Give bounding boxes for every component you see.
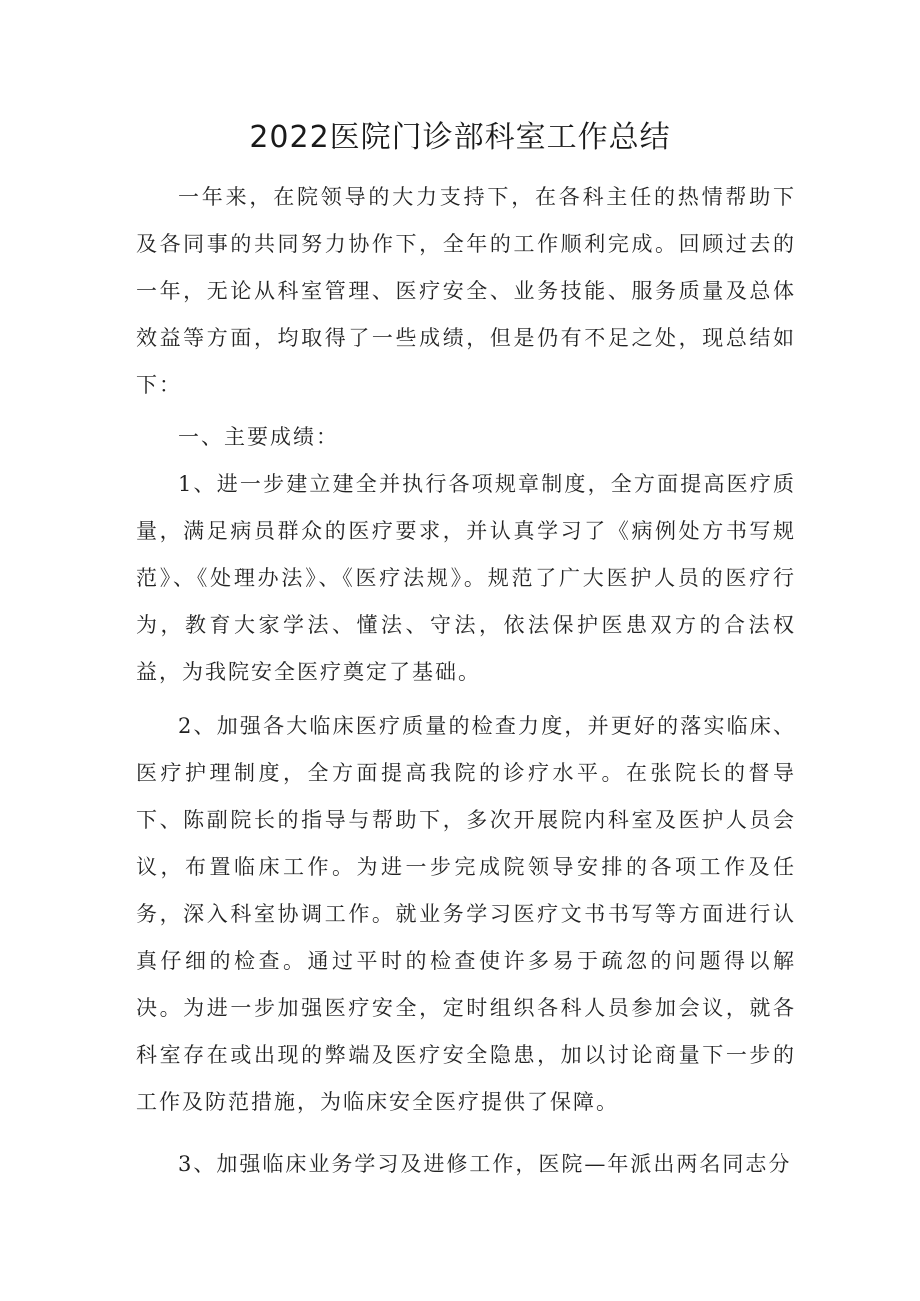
paragraph-item-2: 2、加强各大临床医疗质量的检查力度，并更好的落实临床、医疗护理制度，全方面提高我院的诊疗水平。在张院长的督导下、陈副院长的指导与帮助下，多次开展院内科室及医护人员会议，布置临床工作。为进一步完成院领导安排的各项工作及任务，深入科室协调工作。就业务学习医疗文书书写等方面进行认真仔细的检查。通过平时的检查使许多易于疏忽的问题得以解决。为进一步加强医疗安全，定时组织各科人员参加会议，就各科室存在或出现的弊端及医疗安全隐患，加以讨论商量下一步的工作及防范措施，为临床安全医疗提供了保障。 [136,714,796,1114]
paragraph-item-1: 1、进一步建立建全并执行各项规章制度，全方面提高医疗质量，满足病员群众的医疗要求，并认真学习了《病例处方书写规范》、《处理办法》、《医疗法规》。规范了广大医护人员的医疗行为，教育大家学法、懂法、守法，依法保护医患双方的合法权益，为我院安全医疗奠定了基础。 [136,472,796,684]
document-title: 2022医院门诊部科室工作总结 [249,120,671,155]
section-heading-main-achievements: 一、主要成绩： [178,425,339,449]
paragraph-intro: 一年来，在院领导的大力支持下，在各科主任的热情帮助下及各同事的共同努力协作下，全年的工作顺利完成。回顾过去的一年，无论从科室管理、医疗安全、业务技能、服务质量及总体效益等方面，均取得了一些成绩，但是仍有不足之处，现总结如下： [136,185,796,397]
paragraph-item-3: 3、加强临床业务学习及进修工作，医院—年派出两名同志分 [178,1152,792,1176]
